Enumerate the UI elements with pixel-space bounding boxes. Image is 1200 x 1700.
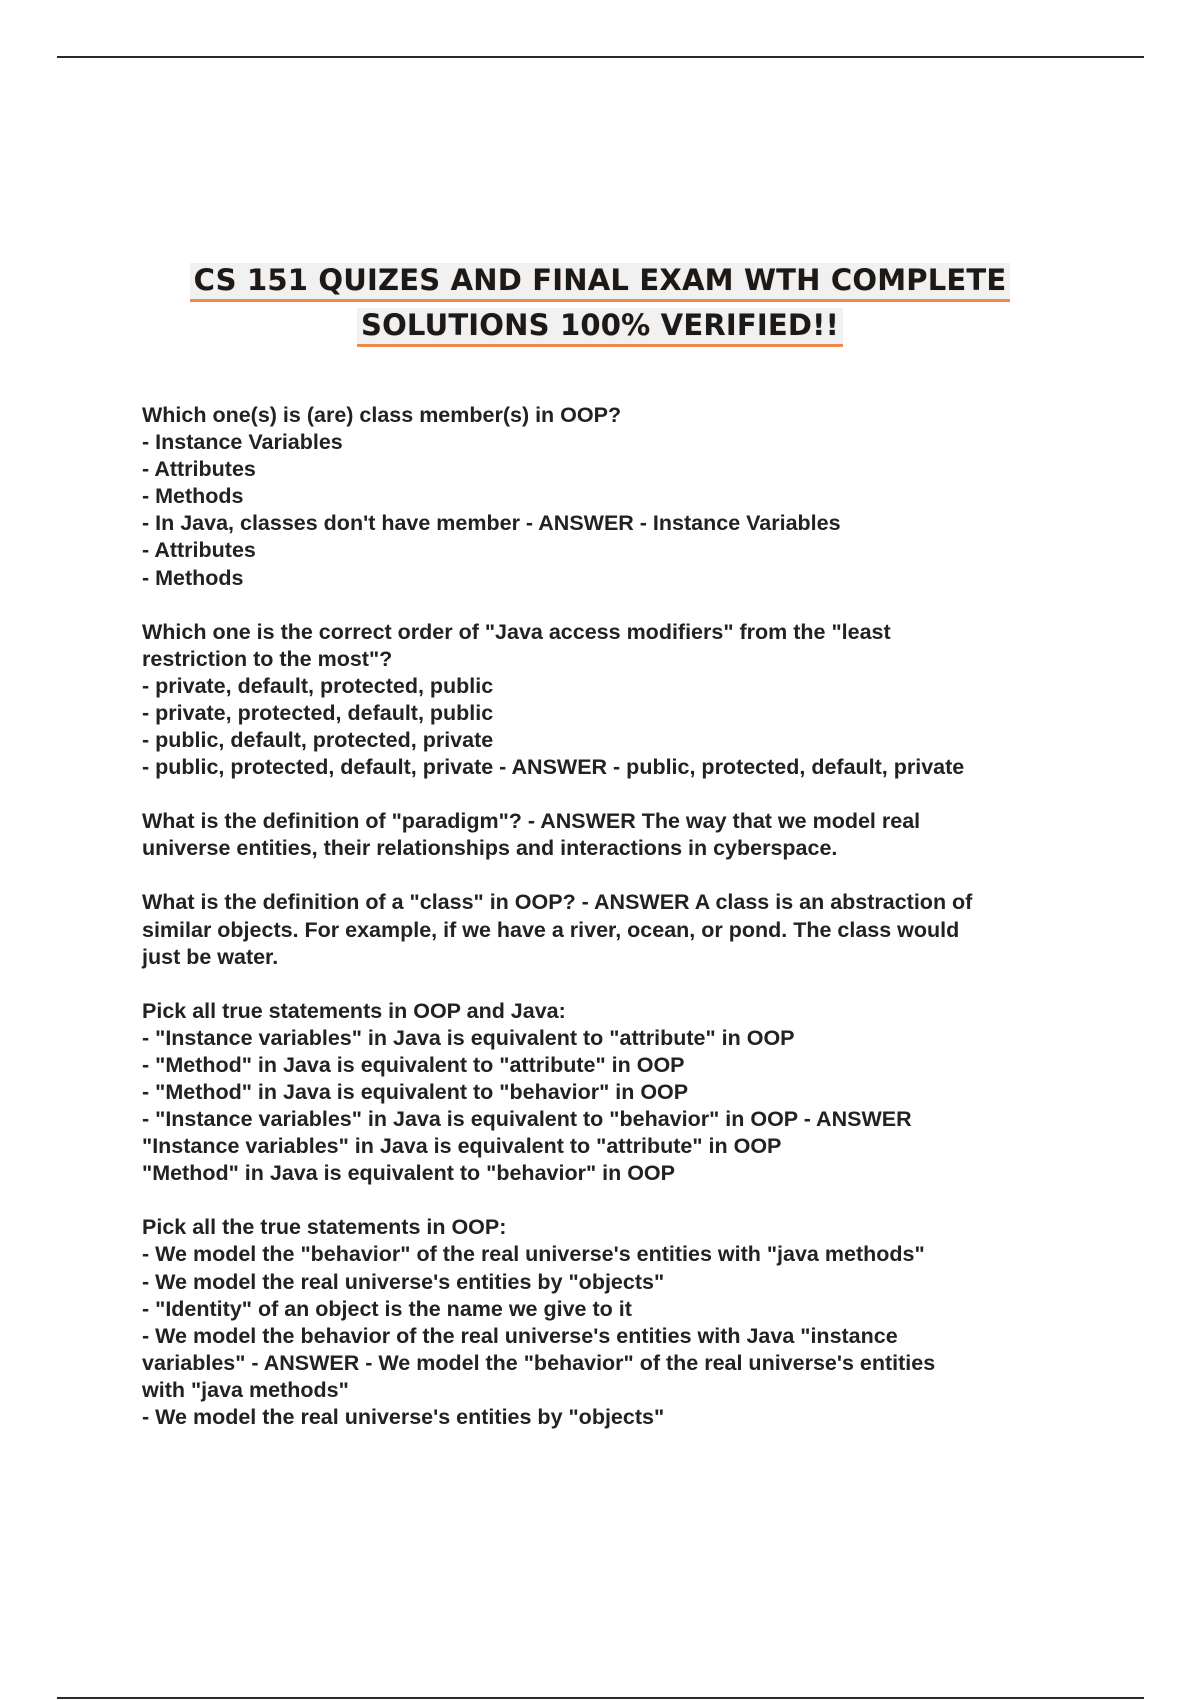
title-line-1: CS 151 QUIZES AND FINAL EXAM WTH COMPLETE (190, 263, 1011, 302)
text-line: - We model the "behavior" of the real universe's entities with "java methods" (142, 1242, 925, 1267)
qa-block-1 (142, 402, 1072, 592)
text-line: Pick all the true statements in OOP: (142, 1215, 507, 1240)
qa-content (142, 402, 1072, 1458)
text-line: similar objects. For example, if we have a river, ocean, or pond. The class would (142, 917, 960, 942)
text-line: just be water. (142, 944, 279, 969)
text-line: - "Identity" of an object is the name we give to it (142, 1296, 632, 1321)
text-line: - We model the real universe's entities by "objects" (142, 1405, 665, 1429)
text-line: - "Method" in Java is equivalent to "attribute" in OOP (142, 1052, 685, 1077)
text-line: - Methods (142, 484, 244, 509)
text-line: Pick all true statements in OOP and Java: (142, 998, 566, 1023)
qa-block-5 (142, 998, 1072, 1188)
qa-block-6 (142, 1214, 1072, 1431)
top-rule (57, 56, 1144, 58)
text-line: "Method" in Java is equivalent to "behavior" in OOP (142, 1161, 675, 1186)
text-line: variables" - ANSWER - We model the "behavior" of the real universe's entities (142, 1350, 936, 1375)
text-line: - We model the real universe's entities by "objects" (142, 1269, 665, 1294)
text-line: Which one is the correct order of "Java access modifiers" from the "least (142, 619, 891, 644)
bottom-rule (57, 1697, 1144, 1699)
text-line: with "java methods" (142, 1377, 349, 1402)
text-line: - public, default, protected, private (142, 728, 494, 753)
text-line: - "Instance variables" in Java is equivalent to "behavior" in OOP - ANSWER (142, 1107, 912, 1132)
text-line: - private, default, protected, public (142, 673, 494, 698)
text-line: - Attributes (142, 457, 256, 482)
text-line: - "Method" in Java is equivalent to "behavior" in OOP (142, 1079, 689, 1104)
text-line: universe entities, their relationships and interactions in cyberspace. (142, 836, 838, 861)
text-line: What is the definition of a "class" in OOP? - ANSWER A class is an abstraction of (142, 890, 973, 915)
qa-block-4 (142, 889, 1072, 970)
text-line: Which one(s) is (are) class member(s) in OOP? (142, 403, 622, 427)
text-line: restriction to the most"? (142, 646, 393, 671)
text-line: - public, protected, default, private - ANSWER - public, protected, default, private (142, 755, 965, 780)
text-line: - Instance Variables (142, 430, 343, 455)
text-line: - "Instance variables" in Java is equivalent to "attribute" in OOP (142, 1025, 795, 1050)
text-line: - We model the behavior of the real universe's entities with Java "instance (142, 1323, 898, 1348)
text-line: - In Java, classes don't have member - ANSWER - Instance Variables (142, 511, 841, 536)
text-line: - Methods (142, 565, 244, 590)
qa-block-2 (142, 619, 1072, 782)
document-title (100, 258, 1100, 348)
title-line-2: SOLUTIONS 100% VERIFIED!! (357, 308, 843, 347)
text-line: What is the definition of "paradigm"? - ANSWER The way that we model real (142, 809, 921, 834)
qa-block-3 (142, 808, 1072, 862)
text-line: "Instance variables" in Java is equivalent to "attribute" in OOP (142, 1134, 782, 1159)
text-line: - private, protected, default, public (142, 700, 494, 725)
text-line: - Attributes (142, 538, 256, 563)
